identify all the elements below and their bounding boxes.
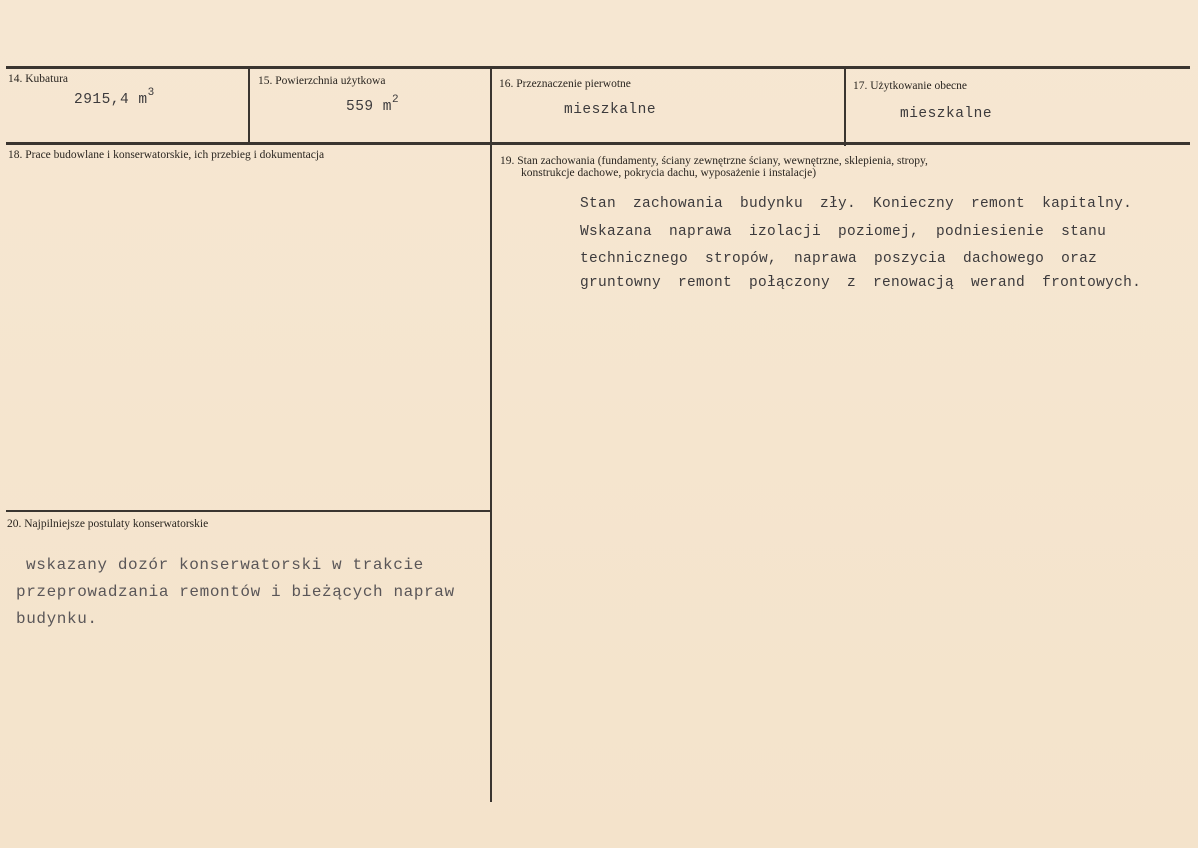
field-19-label-line1: 19. Stan zachowania (fundamenty, ściany zewnętrzne ściany, wewnętrzne, sklepienia, stropy,: [500, 155, 928, 167]
field-17-label: 17. Użytkowanie obecne: [853, 80, 968, 92]
field-15-unit-sup: 2: [392, 94, 400, 106]
field-19-label-line2: konstrukcje dachowe, pokrycia dachu, wyposażenie i instalacje): [521, 167, 817, 179]
field-15-label: 15. Powierzchnia użytkowa: [258, 75, 386, 87]
field-19-text-line: technicznego stropów, naprawa poszycia dachowego oraz: [580, 251, 1098, 267]
divider-14-15: [248, 68, 250, 142]
field-14-label: 14. Kubatura: [8, 73, 69, 85]
field-20-text-line: budynku.: [16, 610, 98, 628]
top-rule: [6, 66, 1190, 69]
field-17-value: mieszkalne: [900, 106, 993, 122]
field-14-number: 2915,4 m: [74, 91, 148, 108]
field-20-label: 20. Najpilniejsze postulaty konserwatorskie: [7, 518, 209, 530]
field-15-number: 559 m: [346, 98, 393, 115]
mid-rule: [6, 142, 1190, 145]
field-19-text-line: gruntowny remont połączony z renowacją werand frontowych.: [580, 275, 1142, 291]
field-16-label: 16. Przeznaczenie pierwotne: [499, 78, 631, 90]
divider-15-16: [490, 68, 492, 802]
field-20-text-line: wskazany dozór konserwatorski w trakcie: [26, 556, 424, 574]
field-16-value: mieszkalne: [564, 102, 657, 118]
field-19-text-line: Stan zachowania budynku zły. Konieczny remont kapitalny.: [580, 196, 1133, 212]
field-20-text-line: przeprowadzania remontów i bieżących napraw: [16, 583, 455, 601]
field-15-value: [346, 96, 399, 115]
divider-16-17: [844, 68, 846, 146]
section-20-rule: [6, 510, 492, 512]
field-18-label: 18. Prace budowlane i konserwatorskie, ich przebieg i dokumentacja: [8, 149, 325, 161]
field-14-value: [74, 89, 155, 108]
field-14-unit-sup: 3: [147, 87, 155, 99]
field-19-text-line: Wskazana naprawa izolacji poziomej, podniesienie stanu: [580, 224, 1107, 240]
